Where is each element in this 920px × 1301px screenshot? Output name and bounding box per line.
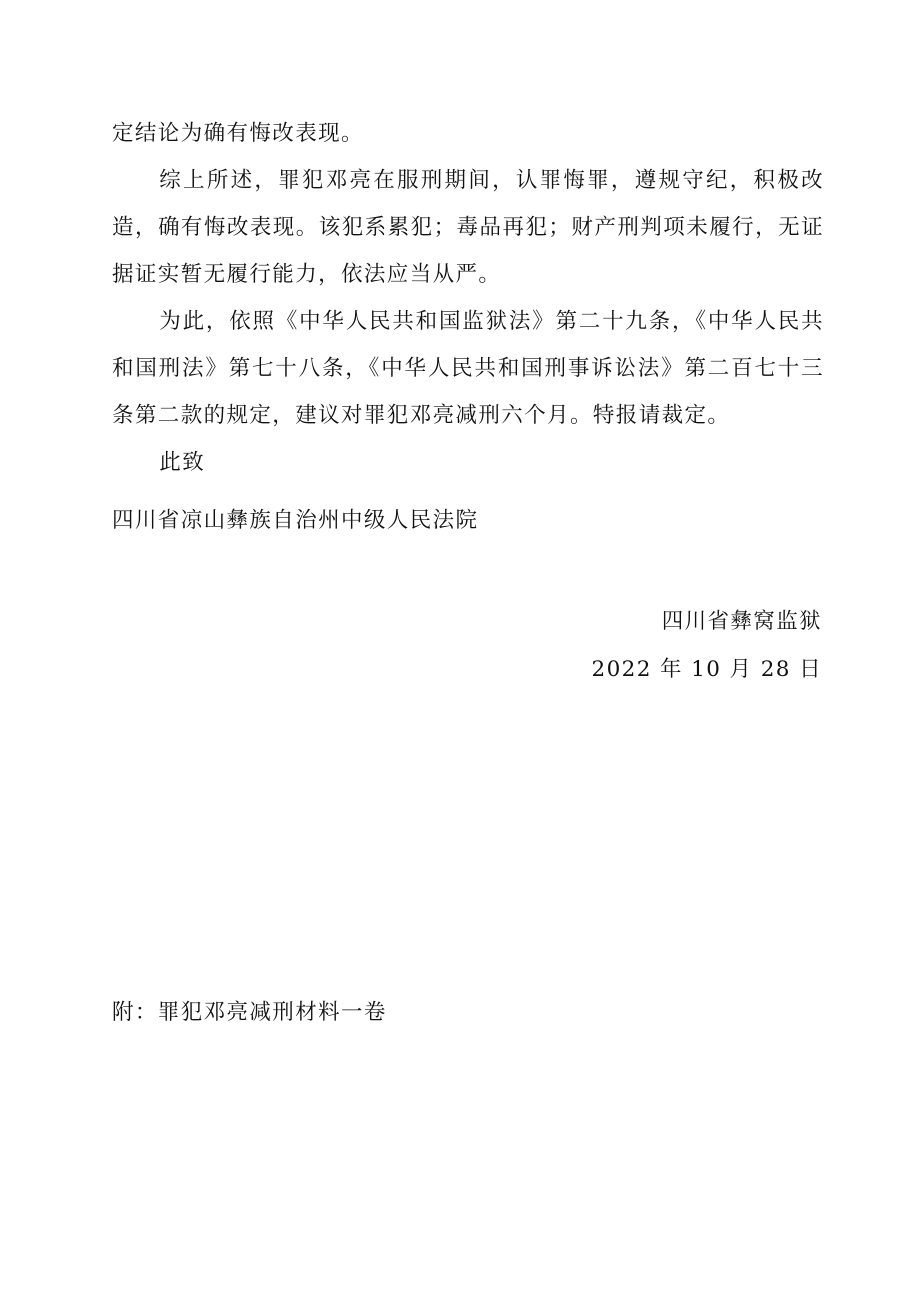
body-text bbox=[112, 110, 824, 486]
paragraph-summary: 综上所述，罪犯邓亮在服刑期间，认罪悔罪，遵规守纪，积极改造，确有悔改表现。该犯系累犯；毒品再犯；财产刑判项未履行，无证据证实暂无履行能力，依法应当从严。 bbox=[112, 168, 824, 287]
paragraph-salutation: 此致 bbox=[159, 450, 206, 475]
signature-organization: 四川省彝窝监狱 bbox=[661, 609, 822, 634]
paragraph-continuation: 定结论为确有悔改表现。 bbox=[112, 121, 364, 146]
addressee: 四川省凉山彝族自治州中级人民法院 bbox=[112, 508, 479, 533]
attachment-note: 附：罪犯邓亮减刑材料一卷 bbox=[112, 1000, 387, 1025]
paragraph-legal-basis: 为此，依照《中华人民共和国监狱法》第二十九条，《中华人民共和国刑法》第七十八条，《中华人民共和国刑事诉讼法》第二百七十三条第二款的规定，建议对罪犯邓亮减刑六个月。特报请裁定。 bbox=[112, 309, 824, 428]
signature-date: 2022 年 10 月 28 日 bbox=[591, 657, 822, 682]
